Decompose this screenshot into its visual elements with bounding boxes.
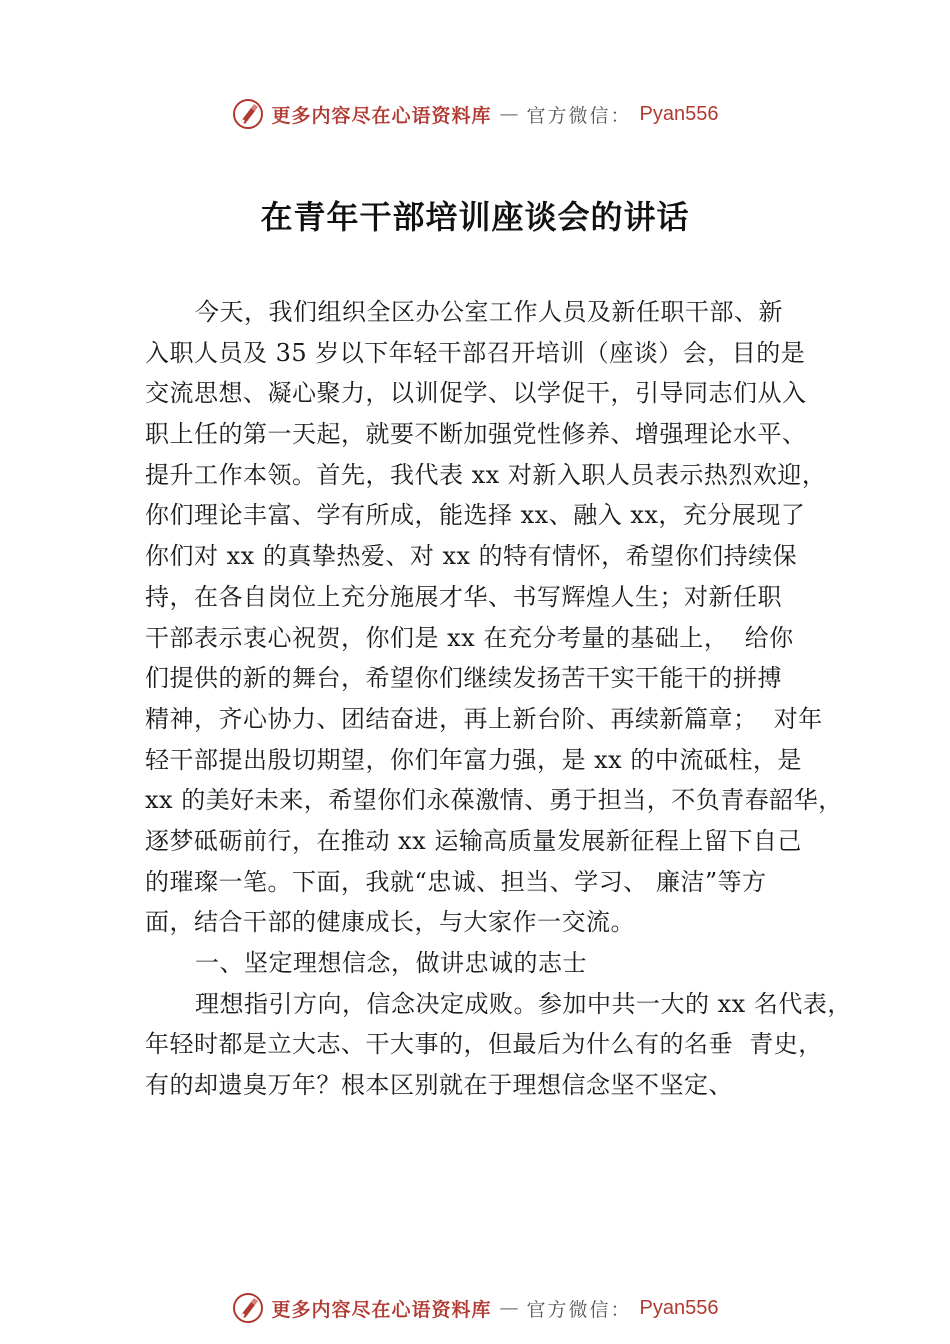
watermark-wechat-id: Pyan556 (639, 102, 719, 125)
section-heading: 一、坚定理想信念，做讲忠诚的志士 (195, 949, 587, 977)
body-line: 轻干部提出殷切期望，你们年富力强，是 xx 的中流砥柱，是 (145, 745, 802, 774)
body-line: 逐梦砥砺前行，在推动 xx 运输高质量发展新征程上留下自己 (145, 826, 802, 855)
document-title: 在青年干部培训座谈会的讲话 (260, 198, 690, 236)
body-line: 的璀璨一笔。下面，我就“忠诚、担当、学习、 廉洁”等方 (145, 867, 767, 896)
pen-nib-logo-icon (232, 98, 264, 130)
body-line: 你们理论丰富、学有所成，能选择 xx、融入 xx，充分展现了 (145, 501, 806, 530)
body-line: 面，结合干部的健康成长，与大家作一交流。 (145, 908, 635, 937)
body-line: 年轻时都是立大志、干大事的，但最后为什么有的名垂 青史， (145, 1030, 823, 1059)
body-line: 理想指引方向，信念决定成败。参加中共一大的 xx 名代表， (195, 989, 852, 1018)
body-line: 们提供的新的舞台，希望你们继续发扬苦干实干能干的拼搏 (145, 664, 782, 693)
body-line: 入职人员及 35 岁以下年轻干部召开培训（座谈）会，目的是 (145, 338, 806, 367)
body-line: 持，在各自岗位上充分施展才华、书写辉煌人生；对新任职 (145, 582, 782, 611)
watermark-footer (0, 1288, 950, 1328)
body-line: 提升工作本领。首先，我代表 xx 对新入职人员表示热烈欢迎， (145, 460, 827, 489)
watermark-label: 官方微信： (526, 104, 632, 127)
watermark-header (0, 94, 950, 134)
body-line: xx 的美好未来，希望你们永葆激情、勇于担当，不负青春韶华， (145, 786, 843, 815)
document-body (145, 292, 852, 1106)
watermark-separator: — (499, 103, 519, 125)
watermark-wechat-id: Pyan556 (639, 1296, 719, 1319)
pen-nib-logo-icon (232, 1292, 264, 1324)
body-line: 精神，齐心协力、团结奋进，再上新台阶、再续新篇章； 对年 (145, 704, 823, 733)
body-line: 职上任的第一天起，就要不断加强党性修养、增强理论水平、 (145, 420, 807, 449)
watermark-text: 更多内容尽在心语资料库 (271, 1298, 492, 1321)
body-line: 今天，我们组织全区办公室工作人员及新任职干部、新 (195, 298, 783, 326)
body-line: 交流思想、凝心聚力，以训促学、以学促干，引导同志们从入 (145, 379, 807, 408)
watermark-label: 官方微信： (526, 1298, 632, 1321)
body-line: 有的却遗臭万年？根本区别就在于理想信念坚不坚定、 (145, 1071, 733, 1100)
watermark-text: 更多内容尽在心语资料库 (271, 104, 492, 127)
body-line: 干部表示衷心祝贺，你们是 xx 在充分考量的基础上， 给你 (145, 623, 794, 652)
body-line: 你们对 xx 的真挚热爱、对 xx 的特有情怀，希望你们持续保 (145, 542, 798, 571)
watermark-separator: — (499, 1297, 519, 1319)
